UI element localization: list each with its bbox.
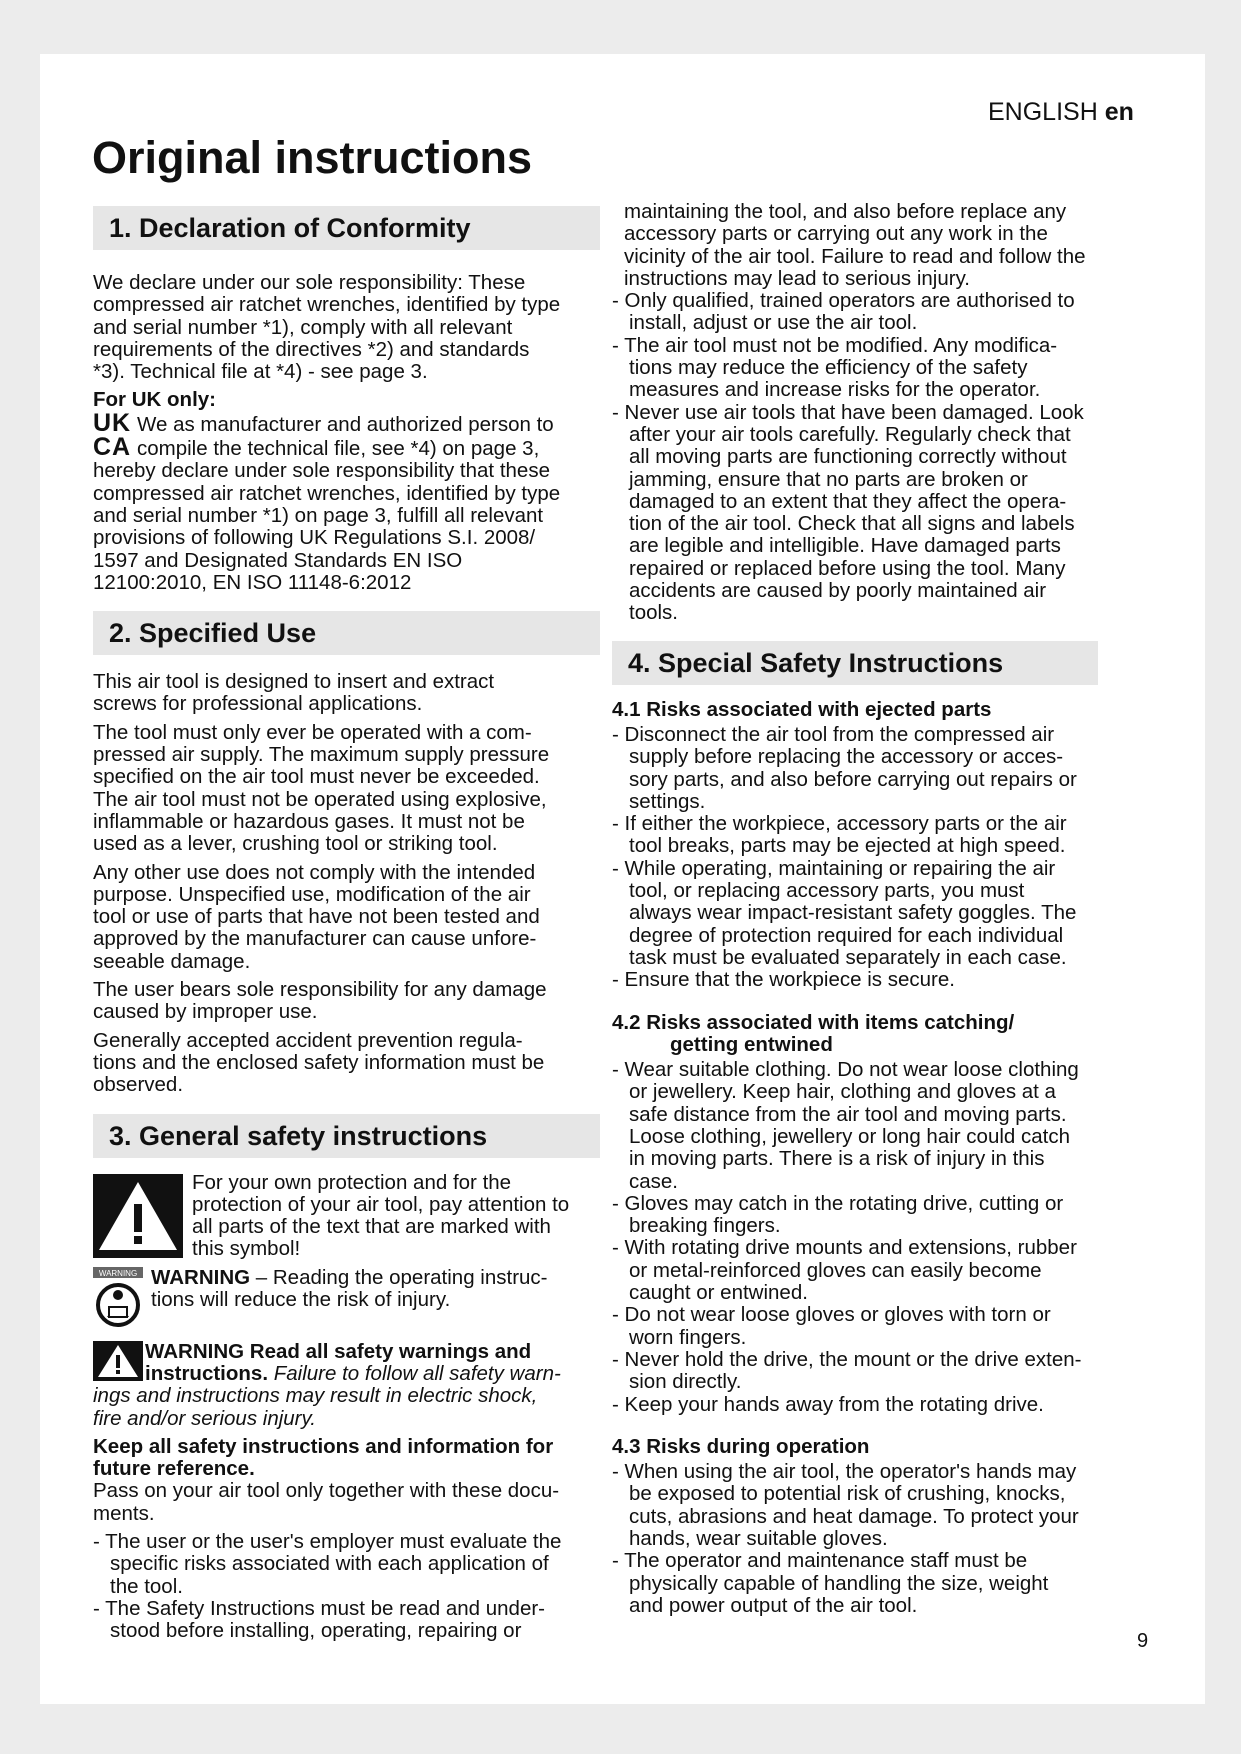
list-item: - The Safety Instructions must be read and under- stood before installing, operating, repairing or: [93, 1596, 546, 1643]
ukca-mark-top: UK: [93, 408, 132, 437]
list-item: - If either the workpiece, accessory parts or the air tool breaks, parts may be ejected at high speed.: [612, 812, 1067, 858]
language-code: en: [1104, 98, 1134, 126]
list-item: - When using the air tool, the operator's hands may be exposed to potential risk of crushing, knocks, cuts, abrasions and heat damage. To protect your hands, wear suitable gloves.: [612, 1460, 1079, 1551]
safety-symbol-text: For your own protection and for the protection of your air tool, pay attention to all parts of the text that are marked with this symbol!: [192, 1170, 570, 1261]
section-heading-specified-use: 2. Specified Use: [93, 611, 600, 655]
uk-declaration-text: UK We as manufacturer and authorized person to CA compile the technical file, see *4) on page 3, hereby declare under sole responsibility that these compressed air ratchet wrenches, identified by type and serial number *1) on page 3, fulfill all relevant provisions of following UK Regulations S.I. 2008/ 1597 and Designated Standards EN ISO 12100:2010, EN ISO 11148-6:2012: [93, 408, 561, 594]
ukca-mark-bottom: CA: [93, 433, 132, 462]
uk-heading: For UK only:: [93, 388, 216, 412]
list-item: - Only qualified, trained operators are authorised to install, adjust or use the air tool.: [612, 289, 1075, 335]
page-title: Original instructions: [92, 132, 533, 183]
warning-triangle-icon: [93, 1174, 183, 1258]
read-all-warnings-head: WARNING Read all safety warnings and instructions. Failure to follow all safety warn-: [145, 1339, 561, 1385]
specified-use-p3: Any other use does not comply with the intended purpose. Unspecified use, modification of the air tool or use of parts that have not been tested and approved by the manufacturer can cause unfore- seeable damage.: [93, 860, 540, 973]
list-item: - Keep your hands away from the rotating drive.: [612, 1392, 1044, 1416]
language-label: [988, 98, 1134, 127]
list-item: - Ensure that the workpiece is secure.: [612, 968, 955, 992]
page-number: 9: [1137, 1630, 1149, 1652]
specified-use-p5: Generally accepted accident prevention regula- tions and the enclosed safety information must be observed.: [93, 1028, 545, 1097]
subsection-heading-4-2: 4.2 Risks associated with items catching/ getting entwined: [612, 1010, 1015, 1056]
list-item: - The user or the user's employer must evaluate the specific risks associated with each application of the tool.: [93, 1530, 562, 1598]
warning-tag: WARNING: [98, 1268, 138, 1278]
read-manual-warning: [93, 1267, 600, 1333]
list-item: - While operating, maintaining or repairing the air tool, or replacing accessory parts, you must always wear impact-resistant safety goggles. The degree of protection required for each individual task must be evaluated separately in each case.: [612, 856, 1077, 969]
list-item: - Do not wear loose gloves or gloves with torn or worn fingers.: [612, 1303, 1051, 1349]
right-column: [612, 201, 1122, 1617]
section-heading-declaration: 1. Declaration of Conformity: [93, 206, 600, 250]
read-manual-text: WARNING – Reading the operating instruc- tions will reduce the risk of injury.: [151, 1265, 548, 1311]
section-heading-general-safety: 3. General safety instructions: [93, 1114, 600, 1158]
read-all-warnings-rest: ings and instructions may result in electric shock, fire and/or serious injury.: [93, 1384, 538, 1430]
list-item: - The air tool must not be modified. Any modifica- tions may reduce the efficiency of the safety measures and increase risks for the operator.: [612, 333, 1058, 402]
subsection-heading-4-1: 4.1 Risks associated with ejected parts: [612, 697, 992, 721]
list-item: - With rotating drive mounts and extensions, rubber or metal-reinforced gloves can easily become caught or entwined.: [612, 1236, 1077, 1305]
keep-instructions-heading: Keep all safety instructions and information for future reference.: [93, 1434, 554, 1481]
section-heading-special-safety: 4. Special Safety Instructions: [612, 641, 1098, 685]
list-item: - The operator and maintenance staff must be physically capable of handling the size, weight and power output of the air tool.: [612, 1549, 1049, 1617]
safety-symbol-note: [93, 1172, 600, 1261]
warning-triangle-small-icon: [93, 1341, 143, 1381]
left-column: [93, 206, 600, 1643]
continued-text: maintaining the tool, and also before replace any accessory parts or carrying out any work in the vicinity of the air tool. Failure to read and follow the instructions may lead to serious injury.: [624, 200, 1086, 290]
specified-use-p1: This air tool is designed to insert and extract screws for professional applications.: [93, 670, 495, 716]
subsection-heading-4-3: 4.3 Risks during operation: [612, 1434, 870, 1458]
read-manual-icon: [93, 1267, 143, 1333]
list-item: - Wear suitable clothing. Do not wear loose clothing or jewellery. Keep hair, clothing and gloves at a safe distance from the air tool and moving parts. Loose clothing, jewellery or long hair could catch in moving parts. There is a risk of injury in this case.: [612, 1058, 1079, 1193]
read-all-warnings: [93, 1341, 600, 1386]
list-item: - Gloves may catch in the rotating drive, cutting or breaking fingers.: [612, 1191, 1064, 1238]
list-item: - Never use air tools that have been damaged. Look after your air tools carefully. Regularly check that all moving parts are functioning correctly without jamming, ensure that no parts are broken or damaged to an extent that they affect the opera- tion of the air tool. Check that all signs and labels are legible and intelligible. Have damaged parts repaired or replaced before using the tool. Many accidents are caused by poorly maintained air tools.: [612, 400, 1084, 625]
list-item: - Never hold the drive, the mount or the drive exten- sion directly.: [612, 1347, 1082, 1394]
specified-use-p4: The user bears sole responsibility for any damage caused by improper use.: [93, 978, 547, 1024]
pass-on-text: Pass on your air tool only together with these docu- ments.: [93, 1479, 560, 1525]
list-item: - Disconnect the air tool from the compressed air supply before replacing the accessory or acces- sory parts, and also before carrying out repairs or settings.: [612, 722, 1077, 813]
language-name: ENGLISH: [988, 98, 1098, 126]
declaration-text: We declare under our sole responsibility: These compressed air ratchet wrenches, identified by type and serial number *1), comply with all relevant requirements of the directives *2) and standards *3). Technical file at *4) - see page 3.: [93, 271, 561, 384]
specified-use-p2: The tool must only ever be operated with a com- pressed air supply. The maximum supply pressure specified on the air tool must never be exceeded. The air tool must not be operated using explosive, inflammable or hazardous gases. It must not be used as a lever, crushing tool or striking tool.: [93, 720, 550, 856]
